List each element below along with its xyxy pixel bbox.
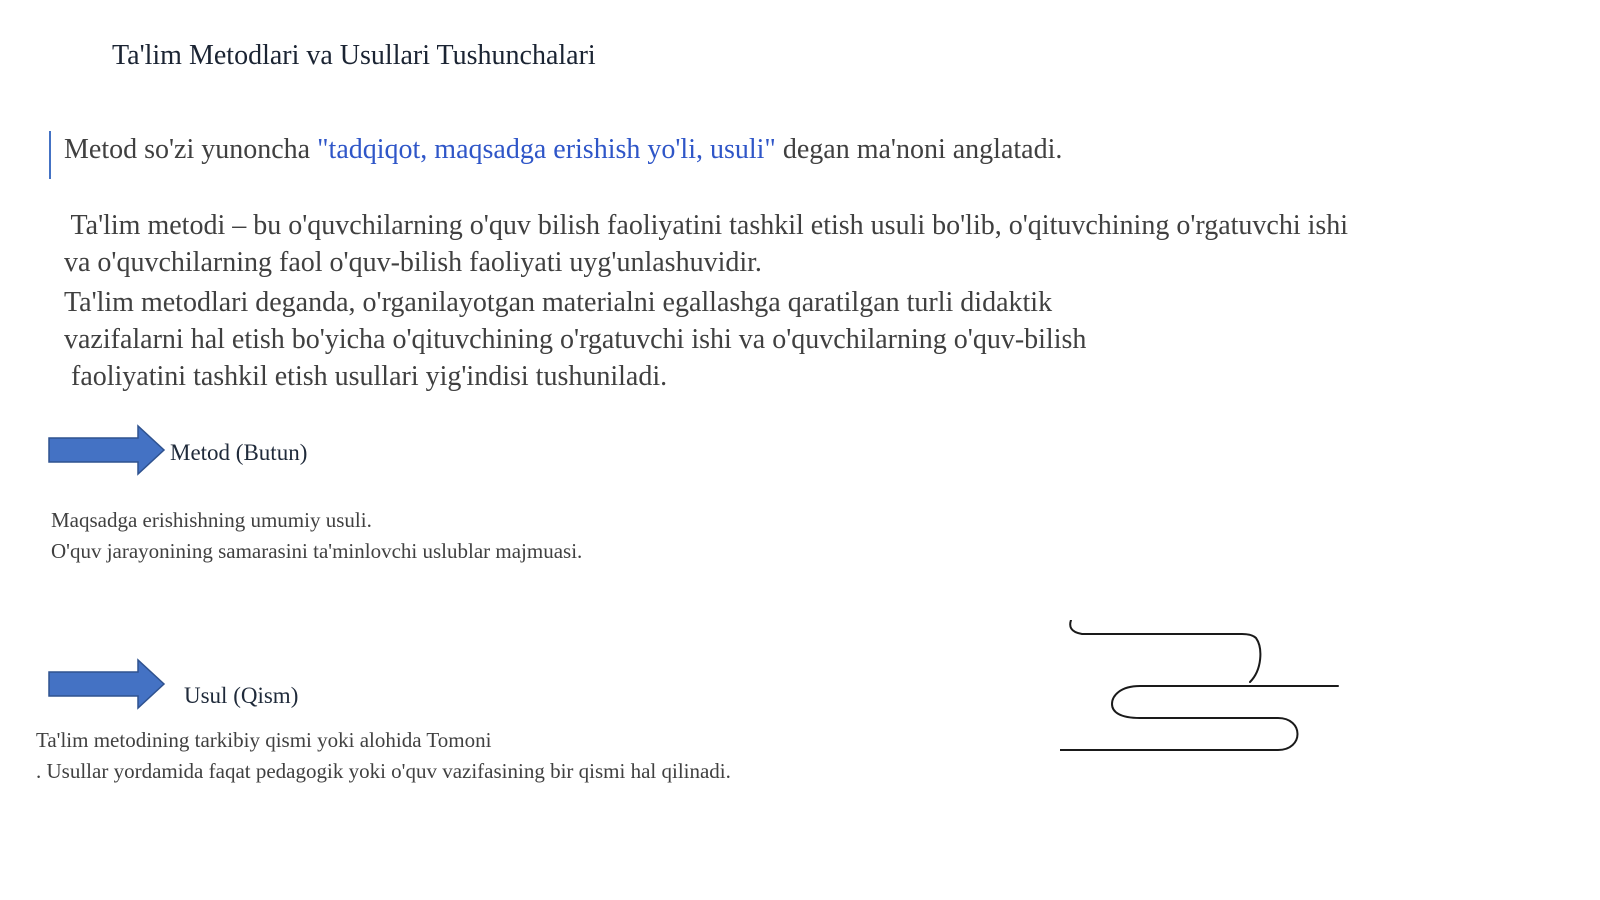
right-arrow-icon [48, 658, 166, 710]
paragraph-line: Ta'lim metodlari deganda, o'rganilayotgan materialni egallashga qaratilgan turli didaktik [64, 287, 1053, 318]
definition-paragraph [64, 207, 1348, 281]
intro-before: Metod so'zi yunoncha [64, 134, 318, 165]
metod-description [51, 505, 582, 567]
usul-line: . Usullar yordamida faqat pedagogik yoki o'quv vazifasining bir qismi hal qilinadi. [36, 759, 731, 783]
intro-sentence [64, 134, 1062, 166]
metod-heading: Metod (Butun) [170, 440, 308, 465]
paragraph-line: faoliyatini tashkil etish usullari yig'indisi tushuniladi. [64, 361, 668, 392]
paragraph-line: vazifalarni hal etish bo'yicha o'qituvchining o'rgatuvchi ishi va o'quvchilarning o'quv-bilish [64, 324, 1087, 355]
usul-line: Ta'lim metodining tarkibiy qismi yoki alohida Tomoni [36, 728, 492, 752]
path-drawing [1060, 620, 1380, 780]
quote-bar [49, 131, 51, 179]
paragraph-line: va o'quvchilarning faol o'quv-bilish faoliyati uyg'unlashuvidir. [64, 247, 762, 278]
right-arrow-icon [48, 424, 166, 476]
methods-paragraph [64, 284, 1086, 395]
metod-line: O'quv jarayonining samarasini ta'minlovchi uslublar majmuasi. [51, 539, 583, 563]
intro-after: degan ma'noni anglatadi. [775, 134, 1063, 165]
usul-description [36, 725, 731, 787]
metod-line: Maqsadga erishishning umumiy usuli. [51, 508, 372, 532]
page-title: Ta'lim Metodlari va Usullari Tushunchalari [112, 40, 596, 71]
intro-quote: "tadqiqot, maqsadga erishish yo'li, usuli" [317, 134, 776, 165]
paragraph-line: Ta'lim metodi – bu o'quvchilarning o'quv bilish faoliyatini tashkil etish usuli bo'lib, o'qituvchining o'rgatuvchi ishi [64, 210, 1349, 241]
usul-heading: Usul (Qism) [184, 683, 299, 708]
